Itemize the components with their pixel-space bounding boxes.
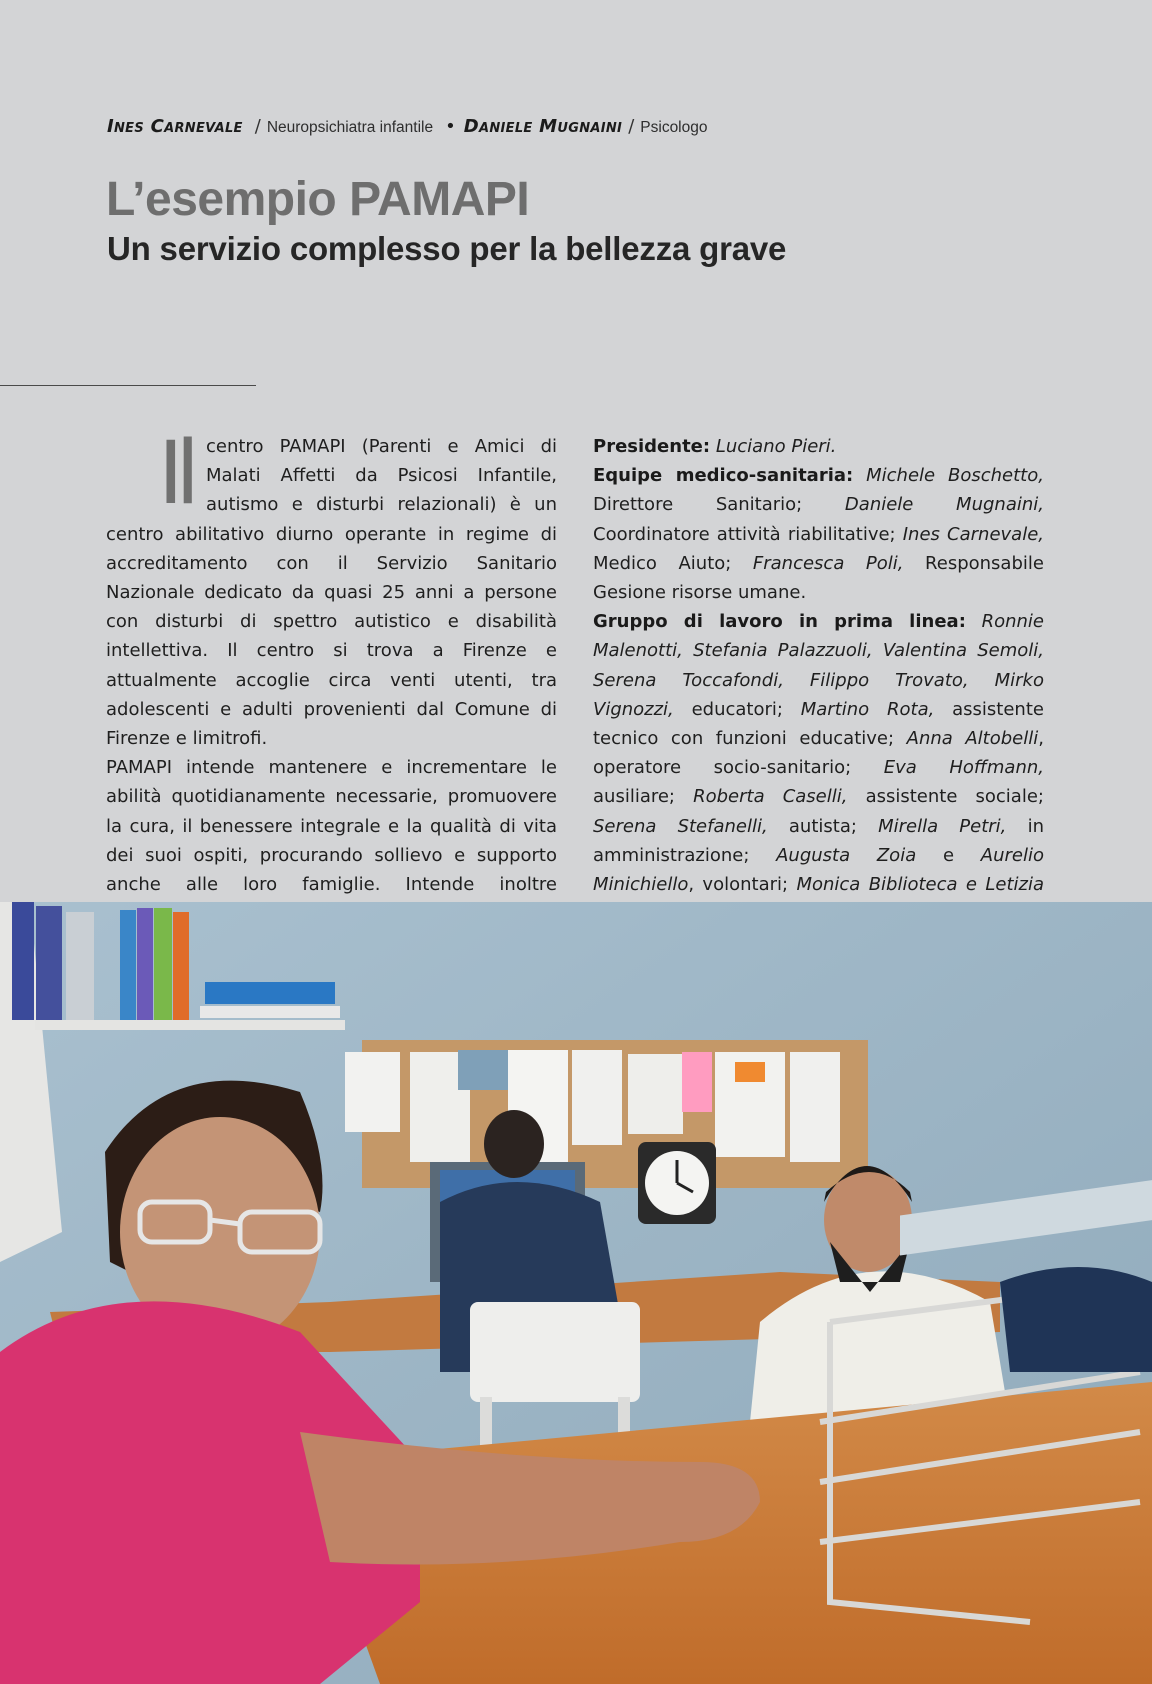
left-column (106, 421, 557, 958)
staff-role: educatori; (691, 698, 783, 720)
conjunction: e (942, 844, 955, 866)
staff-name: Augusta Zoia (776, 844, 917, 866)
staff-name: Eva Hoffmann, (883, 757, 1044, 779)
staff-name: Anna Altobelli (906, 728, 1039, 750)
byline-slash-2: / (628, 116, 635, 137)
office-photo (0, 902, 1152, 1684)
paper (572, 1050, 622, 1145)
staff-name: Daniele Mugnaini, (844, 494, 1044, 516)
binder (173, 912, 189, 1020)
binder (12, 902, 34, 1020)
staff-name: Mirella Petri, (878, 815, 1007, 837)
staff-role: assistente sociale; (865, 786, 1044, 808)
mission-paragraph: PAMAPI intende mantenere e incrementare le abilità quotidianamente necessarie, promuovere la cura, il benessere integrale e la qualità di vita dei suoi ospiti, procurando sollievo e supporto anche alle loro famiglie. Intende inoltre (106, 757, 557, 896)
staff-role: assistente tecnico con funzioni educative; (593, 698, 1044, 750)
staff-role: ausiliare; (593, 786, 675, 808)
staff-role: Direttore Sanitario; (593, 494, 803, 516)
staff-name: Ronnie Malenotti, Stefania Palazzuoli, Valentina Semoli, Serena Toccafondi, Filippo Trovato, Mirko Vignozzi, (593, 611, 1044, 720)
staff-name: Francesca Poli, (752, 552, 904, 574)
binder (36, 906, 62, 1020)
article-title: L’esempio PAMAPI (106, 173, 530, 226)
staff-role: Responsabile Gesione risorse umane. (593, 552, 1044, 604)
intro-paragraph (106, 421, 557, 753)
person-back-head (484, 1110, 544, 1178)
staff-name: Monica Biblioteca e Letizia (796, 874, 1044, 896)
binder (137, 908, 153, 1020)
staff-role: Medico Aiuto; (593, 552, 732, 574)
staff-role: autista; (788, 815, 857, 837)
chair-right (1000, 1267, 1152, 1372)
team-label: Gruppo di lavoro in prima linea: (593, 611, 966, 633)
staff-role: Coordinatore attività riabilitative; (593, 523, 896, 545)
byline-slash-1: / (254, 116, 261, 137)
section-divider (0, 385, 256, 386)
chair (470, 1302, 640, 1402)
binder (154, 908, 172, 1020)
paper (790, 1052, 840, 1162)
team-paragraph (593, 607, 1044, 928)
paper (628, 1054, 683, 1134)
binder (66, 912, 94, 1020)
right-column (593, 432, 1044, 928)
staff-name: Martino Rota, (800, 698, 935, 720)
intro-text: centro PAMAPI (Parenti e Amici di Malati Affetti da Psicosi Infantile, autismo e disturbi relazionali) è un centro abilitativo diurno operante in regime di accreditamento con il Servizio Sanitario Nazionale dedicato da quasi 25 anni a persone con disturbi di spettro autistico e disabilità intellettiva. Il centro si trova a Firenze e attualmente accoglie circa venti utenti, tra adolescenti e adulti provenienti dal Comune di Firenze e limitrofi. (106, 436, 557, 750)
binder (120, 910, 136, 1020)
author-name-2: Daniele Mugnaini (463, 116, 623, 137)
author-name-1: Ines Carnevale (107, 116, 243, 137)
byline-separator: • (445, 116, 456, 137)
president-line (593, 432, 1044, 461)
article-subtitle: Un servizio complesso per la bellezza grave (107, 230, 787, 267)
drop-cap: Il (158, 421, 192, 523)
equipe-paragraph (593, 461, 1044, 607)
paper (345, 1052, 400, 1132)
binder (200, 1006, 340, 1018)
paper (682, 1052, 712, 1112)
president-name: Luciano Pieri. (715, 436, 837, 457)
paper (458, 1050, 508, 1090)
staff-name: Roberta Caselli, (693, 786, 848, 808)
binder (205, 982, 335, 1004)
staff-role: , volontari; (688, 874, 789, 896)
equipe-label: Equipe medico-sanitaria: (593, 465, 854, 487)
paper (735, 1062, 765, 1082)
byline (107, 116, 708, 137)
staff-role: in amministrazione; (593, 815, 1044, 866)
shelf (35, 1020, 345, 1030)
staff-name: Serena Stefanelli, (593, 815, 768, 837)
staff-name: Ines Carnevale, (902, 523, 1044, 545)
author-role-1: Neuropsichiatra infantile (266, 119, 434, 136)
staff-name: Aurelio Minichiello (593, 844, 1044, 896)
president-label: Presidente: (593, 436, 711, 457)
author-role-2: Psicologo (640, 119, 708, 136)
staff-role: , operatore socio-sanitario; (593, 728, 1044, 779)
staff-name: Michele Boschetto, (866, 465, 1044, 487)
